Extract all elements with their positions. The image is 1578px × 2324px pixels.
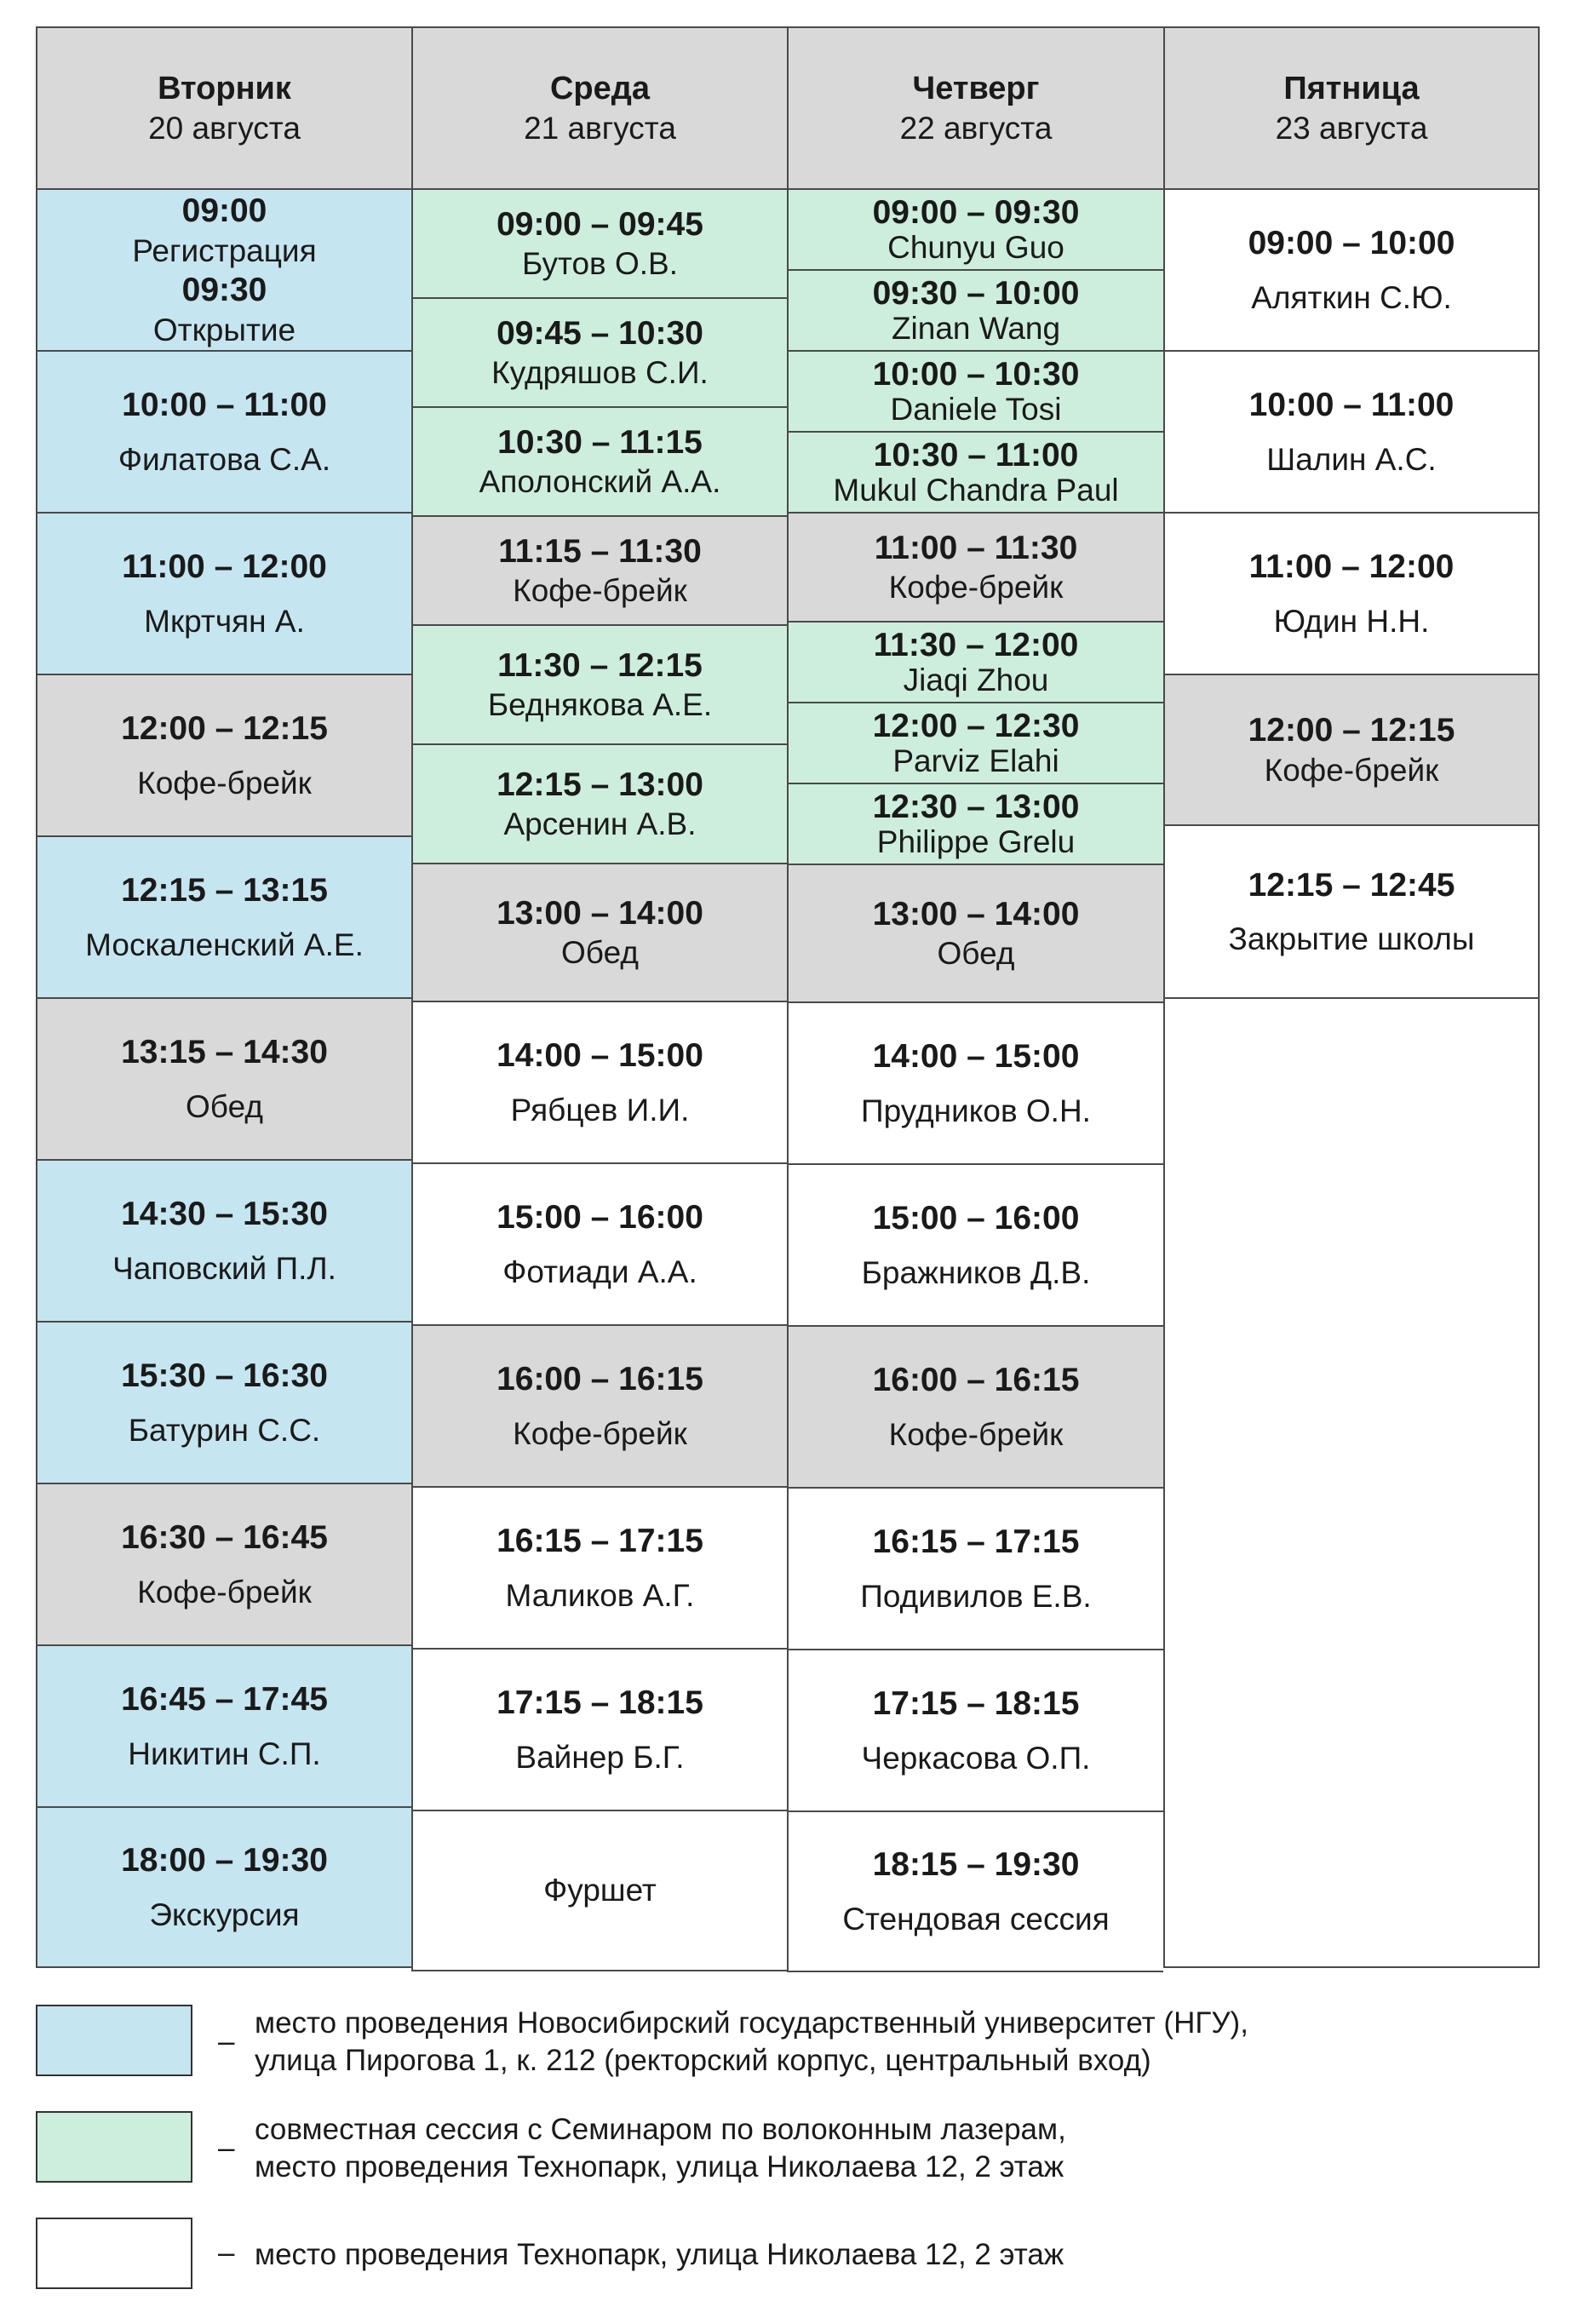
session-slot [1163,188,1540,350]
session-slot [787,1001,1163,1163]
session-slot [411,1486,787,1648]
speaker-name: Кофе-брейк [1264,752,1439,788]
lunch-slot [36,997,411,1159]
legend-line: место проведения Технопарк, улица Николаева 12, 2 этаж [255,2149,1064,2183]
legend-item [36,2218,1552,2294]
slot-time: 13:15 – 14:30 [121,1034,328,1071]
day-header [411,26,787,188]
speaker-name: Стендовая сессия [842,1901,1110,1937]
slot-time: 09:30 [181,272,267,308]
slot-time: 11:15 – 11:30 [498,532,702,570]
speaker-name: Маликов А.Г. [505,1577,695,1613]
slot-time: 11:00 – 12:00 [1248,548,1455,586]
session-slot [36,188,411,350]
legend-line: место проведения Новосибирский государственный университет (НГУ), [255,2006,1248,2040]
slot-time: 13:00 – 14:00 [872,895,1080,932]
session-slot [1163,824,1540,997]
session-slot [787,783,1163,864]
session-slot [787,1649,1163,1810]
speaker-name: Закрытие школы [1228,921,1475,957]
speaker-name: Jiaqi Zhou [903,662,1049,697]
lunch-slot [787,864,1163,1001]
coffee-break-slot [411,1324,787,1486]
legend-text [255,2005,1248,2080]
session-slot [787,188,1163,269]
legend-item [36,2005,1552,2081]
slot-time: 11:00 – 11:30 [874,529,1078,566]
speaker-name: Шалин А.С. [1266,441,1437,477]
speaker-name: Батурин С.С. [128,1412,321,1448]
speaker-name: Черкасова О.П. [861,1740,1091,1776]
coffee-break-slot [787,512,1163,621]
day-date: 23 августа [1275,110,1428,146]
slot-time: 14:00 – 15:00 [872,1038,1080,1076]
slot-time: 18:15 – 19:30 [872,1846,1080,1884]
slot-time: 16:15 – 17:15 [496,1523,703,1560]
slot-time: 09:30 – 10:00 [872,274,1080,312]
slot-time: 17:15 – 18:15 [872,1685,1080,1723]
slot-time: 11:30 – 12:00 [873,626,1079,663]
slot-time: 16:30 – 16:45 [121,1519,328,1557]
slot-time: 16:15 – 17:15 [872,1524,1080,1561]
speaker-name: Mukul Chandra Paul [833,472,1119,508]
session-slot [787,350,1163,431]
day-name: Вторник [158,71,291,107]
speaker-name: Кудряшов С.И. [491,355,709,391]
slot-title: Регистрация [132,232,317,268]
session-slot [36,835,411,997]
legend-dash: – [218,2025,235,2058]
speaker-name: Фотиади А.А. [502,1254,697,1289]
slot-time: 10:30 – 11:15 [497,423,703,461]
speaker-name: Кофе-брейк [888,1416,1064,1452]
coffee-break-slot [787,1325,1163,1487]
slot-time: 12:00 – 12:15 [121,710,328,748]
session-slot [787,1810,1163,1972]
speaker-name: Арсенин А.В. [503,806,697,842]
legend-text [255,2111,1066,2186]
slot-time: 10:00 – 11:00 [122,387,327,424]
speaker-name: Аполонский А.А. [479,464,721,500]
slot-time: 10:30 – 11:00 [873,436,1079,473]
slot-time: 11:30 – 12:15 [497,646,703,684]
slot-time: 12:30 – 13:00 [872,788,1080,825]
speaker-name: Обед [561,935,639,971]
slot-time: 12:15 – 12:45 [1248,866,1455,904]
legend-dash: – [218,2132,235,2165]
speaker-name: Кофе-брейк [137,1574,312,1610]
speaker-name: Юдин Н.Н. [1273,603,1430,639]
slot-time: 12:15 – 13:15 [121,872,328,910]
speaker-name: Кофе-брейк [513,1415,687,1451]
session-slot [787,621,1163,702]
legend-line: место проведения Технопарк, улица Николаева 12, 2 этаж [255,2238,1064,2271]
speaker-name: Филатова С.А. [118,441,331,477]
session-slot [411,297,787,406]
day-name: Среда [549,71,651,107]
session-slot [36,350,411,512]
slot-time: 18:00 – 19:30 [121,1842,328,1879]
speaker-name: Chunyu Guo [887,229,1064,265]
speaker-name: Daniele Tosi [890,391,1062,427]
slot-time: 16:45 – 17:45 [121,1681,328,1719]
slot-time: 09:00 – 09:30 [872,193,1080,231]
legend-swatch-blue [36,2005,192,2076]
slot-time: 12:00 – 12:15 [1248,712,1455,749]
session-slot [1163,350,1540,512]
slot-time: 16:00 – 16:15 [872,1362,1080,1399]
slot-title: Открытие [152,312,296,347]
speaker-name: Экскурсия [149,1896,300,1932]
speaker-name: Бражников Д.В. [861,1254,1091,1290]
day-header [787,26,1163,188]
session-slot [36,1159,411,1321]
slot-time: 14:00 – 15:00 [496,1037,703,1075]
speaker-name: Рябцев И.И. [510,1092,690,1128]
legend-swatch-green [36,2111,192,2183]
speaker-name: Прудников О.Н. [861,1093,1091,1128]
lunch-slot [411,863,787,1001]
speaker-name: Беднякова А.Е. [487,687,713,723]
legend-text [255,2236,1064,2274]
empty-slot [1163,997,1540,1968]
slot-time: 09:45 – 10:30 [496,314,703,352]
session-slot [787,431,1163,512]
session-slot [411,188,787,297]
slot-time: 09:00 [181,192,267,230]
session-slot [411,624,787,743]
speaker-name: Подивилов Е.В. [860,1578,1092,1614]
speaker-name: Никитин С.П. [128,1736,321,1771]
coffee-break-slot [1163,674,1540,824]
speaker-name: Кофе-брейк [888,570,1064,605]
legend-line: улица Пирогова 1, к. 212 (ректорский корпус, центральный вход) [255,2043,1151,2077]
slot-time: 15:30 – 16:30 [121,1357,328,1395]
speaker-name: Zinan Wang [891,310,1061,346]
session-slot [411,406,787,515]
speaker-name: Parviz Elahi [892,743,1059,778]
slot-time: 09:00 – 09:45 [496,205,703,243]
slot-time: 13:00 – 14:00 [496,894,703,932]
legend-line: совместная сессия с Семинаром по волоконным лазерам, [255,2113,1066,2146]
speaker-name: Обед [937,936,1015,972]
slot-title: Фуршет [543,1873,657,1908]
slot-time: 11:00 – 12:00 [122,548,327,586]
session-slot [36,1321,411,1483]
session-slot [36,1644,411,1806]
slot-time: 10:00 – 10:30 [872,355,1080,393]
day-date: 20 августа [148,110,301,146]
legend-item [36,2111,1552,2188]
day-header [36,26,411,188]
day-name: Пятница [1283,71,1420,107]
coffee-break-slot [36,1483,411,1644]
coffee-break-slot [411,515,787,624]
session-slot [411,743,787,863]
session-slot [787,1487,1163,1649]
slot-time: 16:00 – 16:15 [496,1361,703,1398]
speaker-name: Кофе-брейк [137,765,312,800]
slot-time: 14:30 – 15:30 [121,1196,328,1233]
speaker-name: Мкртчян А. [144,603,305,639]
session-slot [411,1001,787,1162]
speaker-name: Обед [186,1088,263,1124]
coffee-break-slot [36,674,411,835]
session-slot [36,512,411,674]
session-slot [36,1806,411,1968]
legend-swatch-white [36,2218,192,2289]
legend-dash: – [218,2236,235,2269]
slot-time: 15:00 – 16:00 [496,1199,703,1237]
slot-time: 15:00 – 16:00 [872,1200,1080,1237]
session-slot [1163,512,1540,674]
speaker-name: Philippe Grelu [876,823,1076,859]
speaker-name: Кофе-брейк [513,573,687,609]
day-name: Четверг [912,71,1040,107]
slot-time: 12:00 – 12:30 [872,707,1080,744]
day-header [1163,26,1540,188]
day-date: 21 августа [524,110,676,146]
session-slot [787,1163,1163,1325]
slot-time: 09:00 – 10:00 [1248,225,1455,262]
session-slot [411,1648,787,1810]
day-date: 22 августа [899,110,1053,146]
speaker-name: Аляткин С.Ю. [1251,279,1452,315]
session-slot [787,269,1163,350]
slot-time: 12:15 – 13:00 [496,766,703,803]
session-slot [411,1810,787,1971]
slot-time: 10:00 – 11:00 [1248,387,1455,424]
session-slot [787,702,1163,783]
speaker-name: Бутов О.В. [521,246,679,282]
slot-time: 17:15 – 18:15 [496,1684,703,1722]
session-slot [411,1162,787,1324]
speaker-name: Вайнер Б.Г. [515,1739,685,1775]
speaker-name: Москаленский А.Е. [85,927,364,962]
speaker-name: Чаповский П.Л. [112,1250,336,1286]
